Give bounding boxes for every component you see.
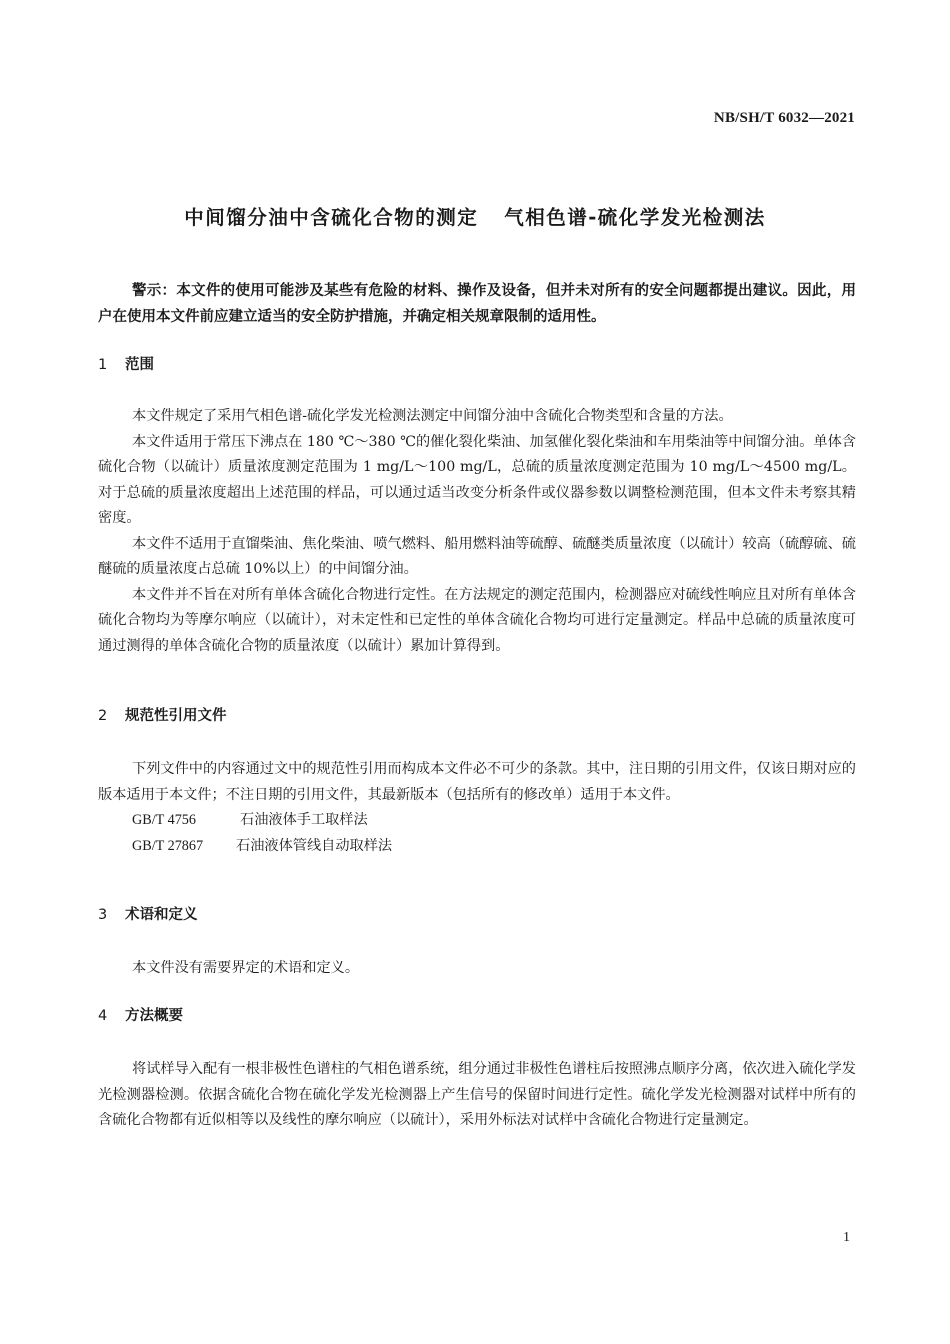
section-number: 1 <box>98 357 108 373</box>
warning-notice: 警示：本文件的使用可能涉及某些有危险的材料、操作及设备，但并未对所有的安全问题都提出建议。因此，用户在使用本文件前应建立适当的安全防护措施，并确定相关规章限制的适用性。 <box>98 283 856 325</box>
paragraph: 本文件并不旨在对所有单体含硫化合物进行定性。在方法规定的测定范围内，检测器应对硫线性响应且对所有单体含硫化合物均为等摩尔响应（以硫计），对未定性和已定性的单体含硫化合物均可进行定量测定。样品中总硫的质量浓度可通过测得的单体含硫化合物的质量浓度（以硫计）累加计算得到。 <box>98 586 856 654</box>
paragraph: 下列文件中的内容通过文中的规范性引用而构成本文件必不可少的条款。其中，注日期的引用文件，仅该日期对应的版本适用于本文件；不注日期的引用文件，其最新版本（包括所有的修改单）适用于本文件。 <box>98 761 856 803</box>
reference-item <box>98 808 856 834</box>
paragraph: 本文件没有需要界定的术语和定义。 <box>132 960 360 976</box>
section-title: 范围 <box>125 357 154 373</box>
section-body <box>98 404 856 659</box>
section-title: 方法概要 <box>125 1008 183 1024</box>
section-method-summary <box>98 1005 856 1134</box>
document-title <box>0 202 950 230</box>
title-part-2: 气相色谱-硫化学发光检测法 <box>504 206 766 229</box>
page-number: 1 <box>843 1230 850 1245</box>
standard-code: NB/SH/T 6032—2021 <box>713 110 855 126</box>
reference-code: GB/T 27867 <box>132 837 204 854</box>
section-terms-definitions <box>98 904 856 982</box>
section-body <box>98 1057 856 1134</box>
paragraph: 本文件不适用于直馏柴油、焦化柴油、喷气燃料、船用燃料油等硫醇、硫醚类质量浓度（以硫计）较高（硫醇硫、硫醚硫的质量浓度占总硫 10%以上）的中间馏分油。 <box>98 535 856 577</box>
section-title: 规范性引用文件 <box>125 708 227 724</box>
paragraph: 本文件规定了采用气相色谱-硫化学发光检测法测定中间馏分油中含硫化合物类型和含量的方法。 <box>132 408 733 424</box>
section-number: 3 <box>98 907 108 923</box>
paragraph: 本文件适用于常压下沸点在 180 ℃～380 ℃的催化裂化柴油、加氢催化裂化柴油和车用柴油等中间馏分油。单体含硫化合物（以硫计）质量浓度测定范围为 1 mg/L～100 mg/L，总硫的质量浓度测定范围为 10 mg/L～4500 mg/L。对于总硫的质量浓度超出上述范围的样品，可以通过适当改变分析条件或仪器参数以调整检测范围，但本文件未考察其精密度。 <box>98 433 856 526</box>
section-heading <box>98 904 856 926</box>
reference-item <box>98 834 856 860</box>
title-part-1: 中间馏分油中含硫化合物的测定 <box>184 206 479 229</box>
section-scope <box>98 354 856 659</box>
section-body <box>98 757 856 859</box>
section-heading <box>98 705 856 727</box>
reference-title: 石油液体手工取样法 <box>240 812 368 828</box>
reference-title: 石油液体管线自动取样法 <box>236 837 393 854</box>
section-title: 术语和定义 <box>125 907 198 923</box>
section-number: 2 <box>98 708 108 724</box>
reference-code: GB/T 4756 <box>132 812 196 828</box>
section-heading <box>98 354 856 376</box>
section-heading <box>98 1005 856 1027</box>
section-number: 4 <box>98 1008 108 1024</box>
paragraph: 将试样导入配有一根非极性色谱柱的气相色谱系统，组分通过非极性色谱柱后按照沸点顺序分离，依次进入硫化学发光检测器检测。依据含硫化合物在硫化学发光检测器上产生信号的保留时间进行定性。硫化学发光检测器对试样中所有的含硫化合物都有近似相等以及线性的摩尔响应（以硫计），采用外标法对试样中含硫化合物进行定量测定。 <box>98 1061 856 1128</box>
section-normative-references <box>98 705 856 859</box>
section-body <box>98 956 856 982</box>
